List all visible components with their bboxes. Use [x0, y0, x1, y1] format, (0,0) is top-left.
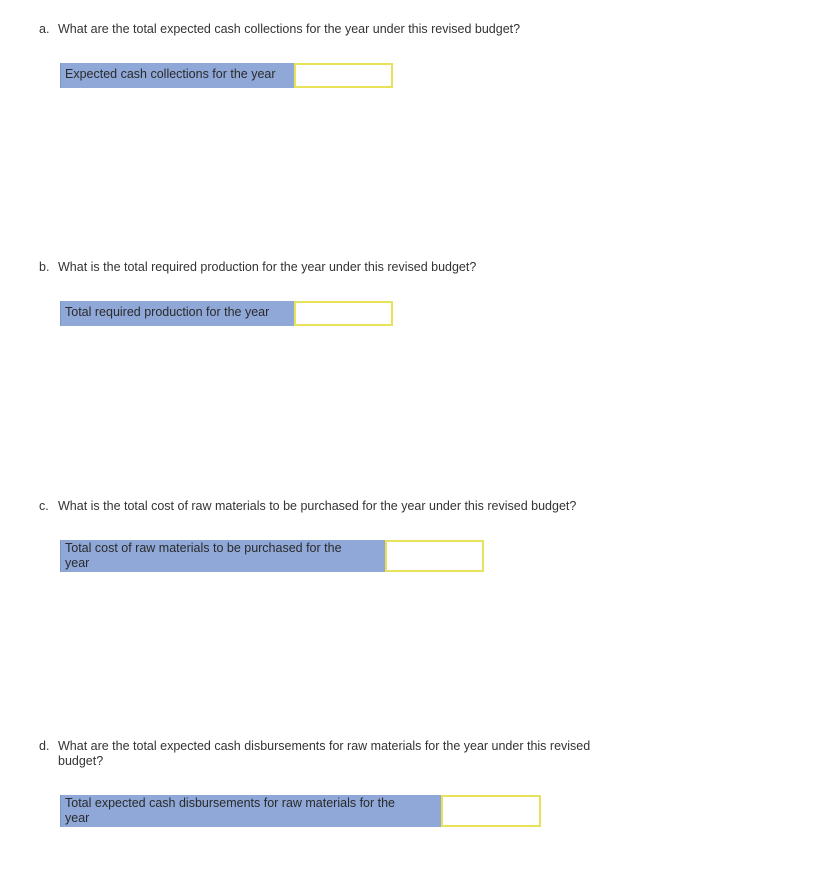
answer-input-c[interactable]: [385, 540, 484, 572]
answer-input-a[interactable]: [294, 63, 393, 88]
answer-row-d: [60, 795, 541, 827]
question-b-text: What is the total required production for the year under this revised budget?: [58, 260, 477, 274]
question-d-text: What are the total expected cash disbursements for raw materials for the year under this revised budget?: [58, 739, 591, 768]
question-b-letter: b.: [39, 260, 50, 274]
answer-label-a: Expected cash collections for the year: [60, 63, 294, 88]
answer-label-c: Total cost of raw materials to be purchased for the year: [60, 540, 385, 572]
answer-row-c: [60, 540, 484, 572]
question-a-text: What are the total expected cash collections for the year under this revised budget?: [58, 22, 521, 36]
question-b: [39, 260, 659, 276]
answer-input-b[interactable]: [294, 301, 393, 326]
answer-label-b: Total required production for the year: [60, 301, 294, 326]
answer-row-b: [60, 301, 393, 326]
question-a-letter: a.: [39, 22, 50, 36]
question-d-letter: d.: [39, 739, 50, 753]
question-c: [39, 499, 659, 515]
question-a: [39, 22, 659, 38]
question-c-letter: c.: [39, 499, 49, 513]
answer-label-d: Total expected cash disbursements for raw materials for the year: [60, 795, 441, 827]
answer-input-d[interactable]: [441, 795, 541, 827]
answer-row-a: [60, 63, 393, 88]
question-d: [39, 739, 659, 771]
question-c-text: What is the total cost of raw materials to be purchased for the year under this revised budget?: [58, 499, 577, 513]
